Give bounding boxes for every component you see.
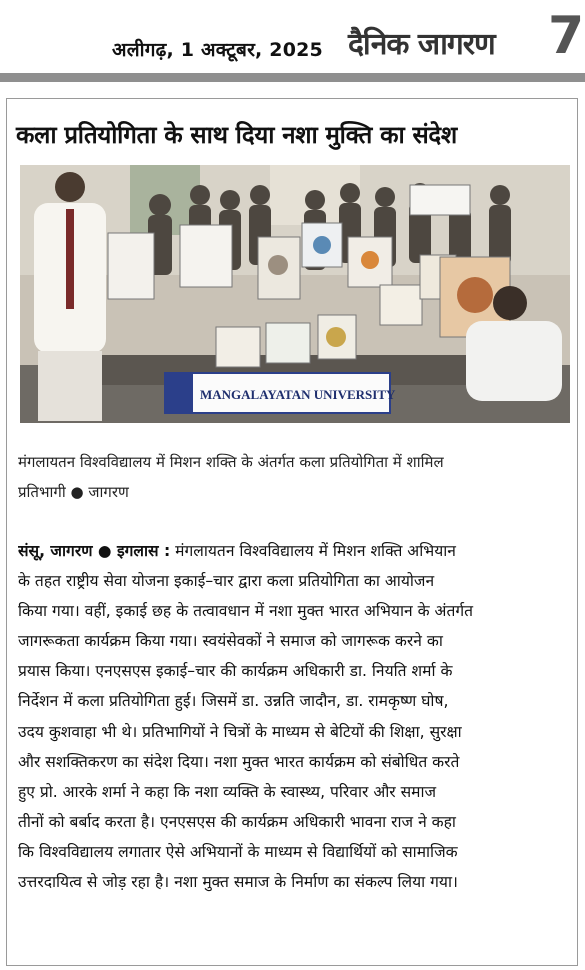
body-line: किया गया। वहीं, इकाई छह के तत्वावधान में नशा मुक्त भारत अभियान के अंतर्गत — [18, 602, 474, 621]
body-line: तीनों को बर्बाद करता है। एनएसएस की कार्यक्रम अधिकारी भावना राज ने कहा — [18, 812, 456, 831]
body-line: के तहत राष्ट्रीय सेवा योजना इकाई–चार द्वारा कला प्रतियोगिता का आयोजन — [18, 572, 435, 591]
newspaper-header — [0, 0, 585, 88]
article-headline: कला प्रतियोगिता के साथ दिया नशा मुक्ति का संदेश — [16, 121, 457, 149]
body-line: जागरूकता कार्यक्रम किया गया। स्वयंसेवकों ने समाज को जागरूक करने का — [18, 632, 443, 651]
caption-line: प्रतिभागी ● जागरण — [18, 483, 129, 501]
body-line: निर्देशन में कला प्रतियोगिता हुई। जिसमें डा. उन्नति जादौन, डा. रामकृष्ण घोष, — [18, 692, 449, 711]
edition-date: अलीगढ़, 1 अक्टूबर, 2025 — [112, 39, 323, 61]
newspaper-masthead: दैनिक जागरण — [348, 27, 495, 62]
caption-line: मंगलायतन विश्वविद्यालय में मिशन शक्ति के अंतर्गत कला प्रतियोगिता में शामिल — [18, 453, 444, 471]
body-line: प्रयास किया। एनएसएस इकाई–चार की कार्यक्रम अधिकारी डा. नियति शर्मा के — [18, 662, 453, 681]
header-rule — [0, 73, 585, 82]
body-line: हुए प्रो. आरके शर्मा ने कहा कि नशा व्यक्ति के स्वास्थ्य, परिवार और समाज — [18, 782, 437, 801]
news-photo — [20, 165, 570, 423]
body-line — [18, 536, 574, 566]
photo-illustration — [20, 165, 570, 423]
banner-text: MANGALAYATAN UNIVERSITY — [200, 387, 396, 402]
article-body — [18, 536, 574, 897]
body-line: और सशक्तिकरण का संदेश दिया। नशा मुक्त भारत कार्यक्रम को संबोधित करते — [18, 752, 460, 771]
dateline: संसू, जागरण ● इगलास : — [18, 542, 171, 560]
body-line: उत्तरदायित्व से जोड़ रहा है। नशा मुक्त समाज के निर्माण का संकल्प लिया गया। — [18, 873, 458, 892]
body-text: मंगलायतन विश्वविद्यालय में मिशन शक्ति अभियान — [175, 542, 456, 560]
photo-caption — [18, 447, 570, 507]
body-line: उदय कुशवाहा भी थे। प्रतिभागियों ने चित्रों के माध्यम से बेटियों की शिक्षा, सुरक्षा — [18, 722, 462, 741]
page-number: 7 — [548, 6, 585, 66]
body-line: कि विश्वविद्यालय लगातार ऐसे अभियानों के माध्यम से विद्यार्थियों को सामाजिक — [18, 842, 458, 861]
